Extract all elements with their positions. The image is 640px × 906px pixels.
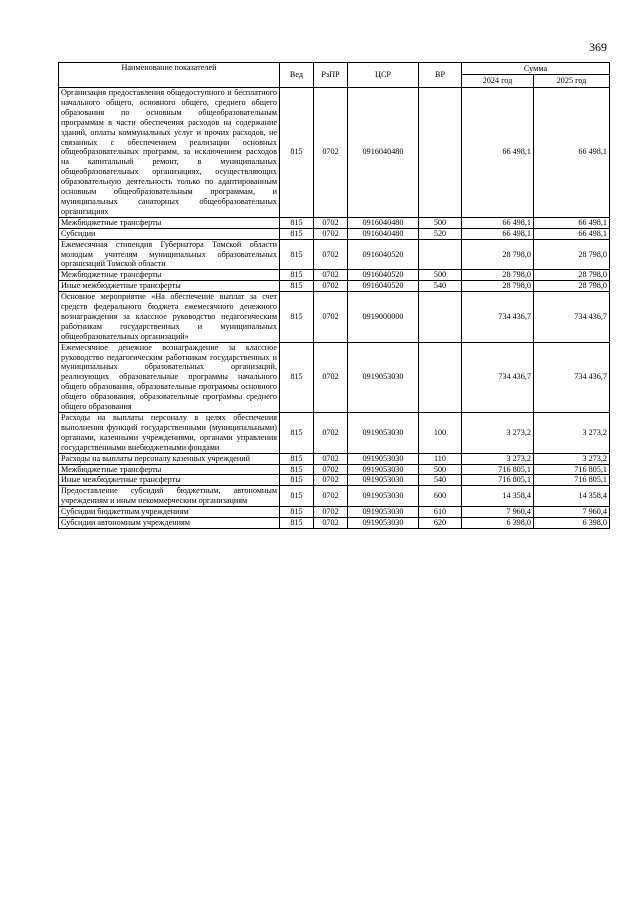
cell-s2024: 28 798,0	[462, 270, 534, 281]
cell-s2025: 66 498,1	[534, 88, 610, 218]
cell-s2024: 6 398,0	[462, 518, 534, 529]
cell-s2025: 14 358,4	[534, 486, 610, 507]
cell-name: Межбюджетные трансферты	[59, 217, 280, 228]
header-vr: ВР	[419, 63, 462, 88]
cell-csr: 0919053030	[348, 486, 419, 507]
table-row	[59, 413, 610, 454]
cell-name: Субсидии автономным учреждениям	[59, 518, 280, 529]
cell-s2024: 28 798,0	[462, 239, 534, 270]
header-ved: Вед	[280, 63, 314, 88]
cell-csr: 0916040520	[348, 281, 419, 292]
cell-s2025: 28 798,0	[534, 281, 610, 292]
table-row	[59, 453, 610, 464]
table-row	[59, 270, 610, 281]
cell-s2024: 66 498,1	[462, 88, 534, 218]
cell-rzpr: 0702	[314, 453, 348, 464]
cell-ved: 815	[280, 486, 314, 507]
cell-vr: 540	[419, 281, 462, 292]
cell-ved: 815	[280, 228, 314, 239]
cell-rzpr: 0702	[314, 88, 348, 218]
cell-csr: 0916040480	[348, 217, 419, 228]
cell-s2025: 6 398,0	[534, 518, 610, 529]
cell-csr: 0919000000	[348, 292, 419, 343]
cell-rzpr: 0702	[314, 292, 348, 343]
cell-s2025: 7 960,4	[534, 507, 610, 518]
table-row	[59, 507, 610, 518]
cell-rzpr: 0702	[314, 486, 348, 507]
cell-s2025: 66 498,1	[534, 228, 610, 239]
cell-name: Субсидии бюджетным учреждениям	[59, 507, 280, 518]
cell-name: Ежемесячная стипендия Губернатора Томской области молодым учителям муниципальных образовательных организаций Томской области	[59, 239, 280, 270]
cell-rzpr: 0702	[314, 342, 348, 412]
table-row	[59, 486, 610, 507]
cell-csr: 0919053030	[348, 342, 419, 412]
table-row	[59, 518, 610, 529]
cell-ved: 815	[280, 413, 314, 454]
cell-s2024: 7 960,4	[462, 507, 534, 518]
cell-s2025: 3 273,2	[534, 413, 610, 454]
cell-s2024: 3 273,2	[462, 413, 534, 454]
cell-vr	[419, 292, 462, 343]
header-rzpr: РзПР	[314, 63, 348, 88]
table-row	[59, 475, 610, 486]
cell-vr	[419, 239, 462, 270]
header-csr: ЦСР	[348, 63, 419, 88]
cell-vr: 500	[419, 464, 462, 475]
cell-rzpr: 0702	[314, 228, 348, 239]
cell-rzpr: 0702	[314, 475, 348, 486]
cell-csr: 0919053030	[348, 507, 419, 518]
table-body	[59, 88, 610, 529]
cell-name: Предоставление субсидий бюджетным, автономным учреждениям и иным некоммерческим организациям	[59, 486, 280, 507]
cell-name: Основное мероприятие «На обеспечение выплат за счет средств федерального бюджета ежемесячного денежного вознаграждения за классное руководство педагогическим работникам государственных и муниципальных общеобразовательных организаций»	[59, 292, 280, 343]
cell-rzpr: 0702	[314, 239, 348, 270]
cell-rzpr: 0702	[314, 413, 348, 454]
cell-csr: 0916040520	[348, 270, 419, 281]
cell-s2025: 734 436,7	[534, 342, 610, 412]
cell-rzpr: 0702	[314, 217, 348, 228]
cell-name: Расходы на выплаты персоналу в целях обеспечения выполнения функций государственными (муниципальными) органами, казенными учреждениями, органами управления государственными внебюджетными фондами	[59, 413, 280, 454]
cell-vr	[419, 342, 462, 412]
table-row	[59, 342, 610, 412]
table-row	[59, 464, 610, 475]
cell-csr: 0919053030	[348, 518, 419, 529]
cell-s2025: 716 805,1	[534, 464, 610, 475]
cell-vr: 500	[419, 217, 462, 228]
cell-ved: 815	[280, 217, 314, 228]
cell-s2025: 28 798,0	[534, 239, 610, 270]
cell-s2024: 716 805,1	[462, 464, 534, 475]
cell-name: Межбюджетные трансферты	[59, 464, 280, 475]
cell-s2024: 734 436,7	[462, 342, 534, 412]
header-name: Наименование показателей	[59, 63, 280, 88]
cell-vr: 110	[419, 453, 462, 464]
cell-s2024: 66 498,1	[462, 228, 534, 239]
header-sum: Сумма	[462, 63, 610, 75]
header-year-2025: 2025 год	[534, 75, 610, 88]
cell-name: Иные межбюджетные трансферты	[59, 475, 280, 486]
cell-rzpr: 0702	[314, 518, 348, 529]
table-row	[59, 228, 610, 239]
cell-name: Межбюджетные трансферты	[59, 270, 280, 281]
cell-s2024: 3 273,2	[462, 453, 534, 464]
cell-ved: 815	[280, 453, 314, 464]
table-header	[59, 63, 610, 88]
cell-s2024: 14 358,4	[462, 486, 534, 507]
cell-s2024: 66 498,1	[462, 217, 534, 228]
cell-ved: 815	[280, 507, 314, 518]
cell-ved: 815	[280, 518, 314, 529]
cell-csr: 0916040480	[348, 88, 419, 218]
table-row	[59, 281, 610, 292]
cell-vr: 540	[419, 475, 462, 486]
cell-s2025: 734 436,7	[534, 292, 610, 343]
cell-s2024: 28 798,0	[462, 281, 534, 292]
page-number: 369	[589, 40, 607, 54]
table-row	[59, 217, 610, 228]
cell-ved: 815	[280, 464, 314, 475]
cell-s2025: 3 273,2	[534, 453, 610, 464]
cell-vr: 520	[419, 228, 462, 239]
cell-ved: 815	[280, 88, 314, 218]
cell-s2024: 734 436,7	[462, 292, 534, 343]
cell-csr: 0916040520	[348, 239, 419, 270]
cell-vr: 610	[419, 507, 462, 518]
cell-csr: 0919053030	[348, 413, 419, 454]
cell-csr: 0919053030	[348, 475, 419, 486]
cell-ved: 815	[280, 270, 314, 281]
cell-s2025: 716 805,1	[534, 475, 610, 486]
cell-name: Субсидии	[59, 228, 280, 239]
cell-ved: 815	[280, 281, 314, 292]
table-row	[59, 88, 610, 218]
cell-s2025: 66 498,1	[534, 217, 610, 228]
cell-csr: 0919053030	[348, 453, 419, 464]
cell-name: Ежемесячное денежное вознаграждение за классное руководство педагогическим работникам государственных и муниципальных образовательных организаций, реализующих образовательные программы начального общего образования, образовательные программы основного общего образования, образовательные программы среднего общего образования	[59, 342, 280, 412]
cell-ved: 815	[280, 292, 314, 343]
cell-csr: 0919053030	[348, 464, 419, 475]
cell-rzpr: 0702	[314, 281, 348, 292]
budget-table	[58, 62, 610, 529]
cell-rzpr: 0702	[314, 507, 348, 518]
cell-rzpr: 0702	[314, 464, 348, 475]
cell-vr: 600	[419, 486, 462, 507]
cell-ved: 815	[280, 475, 314, 486]
cell-s2025: 28 798,0	[534, 270, 610, 281]
cell-vr: 620	[419, 518, 462, 529]
cell-rzpr: 0702	[314, 270, 348, 281]
cell-vr: 100	[419, 413, 462, 454]
table-row	[59, 239, 610, 270]
table-row	[59, 292, 610, 343]
header-year-2024: 2024 год	[462, 75, 534, 88]
cell-name: Иные межбюджетные трансферты	[59, 281, 280, 292]
cell-vr	[419, 88, 462, 218]
cell-name: Организация предоставления общедоступного и бесплатного начального общего, основного общего, среднего общего образования по основным общеобразовательным программам в части обеспечения расходов на содержание зданий, оплаты коммунальных услуг и прочих расходов, не связанных с обеспечением реализации основных общеобразовательных программ, за исключением расходов на капитальный ремонт, в муниципальных общеобразовательных организациях, осуществляющих образовательную деятельность только по адаптированным основным общеобразовательным программам, и муниципальных санаторных общеобразовательных организациях	[59, 88, 280, 218]
cell-csr: 0916040480	[348, 228, 419, 239]
cell-s2024: 716 805,1	[462, 475, 534, 486]
cell-ved: 815	[280, 239, 314, 270]
cell-ved: 815	[280, 342, 314, 412]
cell-name: Расходы на выплаты персоналу казенных учреждений	[59, 453, 280, 464]
cell-vr: 500	[419, 270, 462, 281]
